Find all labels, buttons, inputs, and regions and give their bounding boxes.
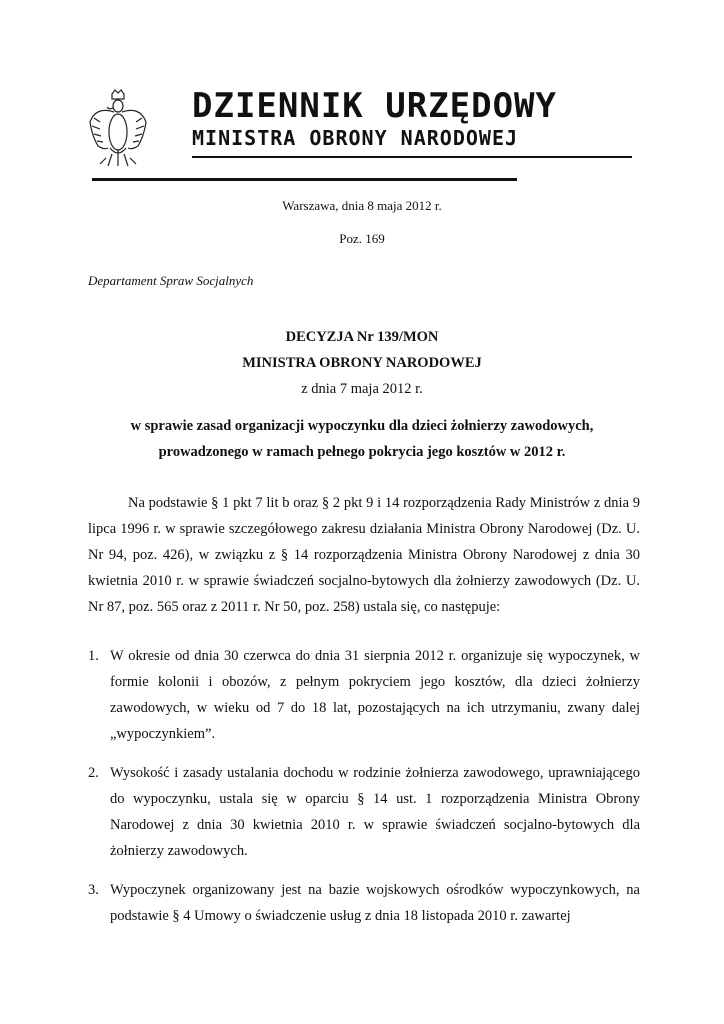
list-item <box>88 877 640 929</box>
list-item-number: 2. <box>88 765 99 781</box>
list-item <box>88 760 640 864</box>
list-item-text: W okresie od dnia 30 czerwca do dnia 31 sierpnia 2012 r. organizuje się wypoczynek, w formie kolonii i obozów, z pełnym pokryciem jego kosztów, dla dzieci żołnierzy zawodowych, w wieku od 7 do 18 lat, pozostających na ich utrzymaniu, zwany dalej „wypoczynkiem”. <box>110 648 640 742</box>
position-number: Poz. 169 <box>339 231 385 246</box>
preamble-paragraph: Na podstawie § 1 pkt 7 lit b oraz § 2 pkt 9 i 14 rozporządzenia Rady Ministrów z dnia 9 lipca 1996 r. w sprawie szczegółowego zakresu działania Ministra Obrony Narodowej (Dz. U. Nr 94, poz. 426), w związku z § 14 rozporządzenia Ministra Obrony Narodowej z dnia 30 kwietnia 2010 r. w sprawie świadczeń socjalno-bytowych dla żołnierzy zawodowych (Dz. U. Nr 87, poz. 565 oraz z 2011 r. Nr 50, poz. 258) ustala się, co następuje: <box>88 495 640 615</box>
date-line: Warszawa, dnia 8 maja 2012 r. <box>282 198 442 213</box>
list-item-number: 3. <box>88 882 99 898</box>
list-item-text: Wypoczynek organizowany jest na bazie wojskowych ośrodków wypoczynkowych, na podstawie § 4 Umowy o świadczenie usług z dnia 18 listopada 2010 r. zawartej <box>110 882 640 924</box>
masthead-subtitle: MINISTRA OBRONY NARODOWEJ <box>192 126 519 150</box>
masthead-rule-thin <box>192 156 632 158</box>
masthead-title: DZIENNIK URZĘDOWY <box>192 86 557 126</box>
list-item-text: Wysokość i zasady ustalania dochodu w rodzinie żołnierza zawodowego, uprawniającego do wypoczynku, ustala się w oparciu § 14 ust. 1 rozporządzenia Ministra Obrony Narodowej z dnia 30 kwietnia 2010 r. w sprawie świadczeń socjalno-bytowych dla żołnierzy zawodowych. <box>110 765 640 859</box>
decision-date: z dnia 7 maja 2012 r. <box>301 381 423 397</box>
list-item <box>88 643 640 747</box>
decision-issuer: MINISTRA OBRONY NARODOWEJ <box>242 355 482 371</box>
decision-subject-line-2: prowadzonego w ramach pełnego pokrycia jego kosztów w 2012 r. <box>158 444 566 460</box>
department-name: Departament Spraw Socjalnych <box>88 273 254 288</box>
eagle-emblem-icon <box>88 88 148 172</box>
decision-subject-line-1: w sprawie zasad organizacji wypoczynku dla dzieci żołnierzy zawodowych, <box>130 418 594 434</box>
decision-number: DECYZJA Nr 139/MON <box>285 329 439 345</box>
masthead <box>88 82 638 182</box>
masthead-rule-thick <box>92 178 517 181</box>
list-item-number: 1. <box>88 648 99 664</box>
